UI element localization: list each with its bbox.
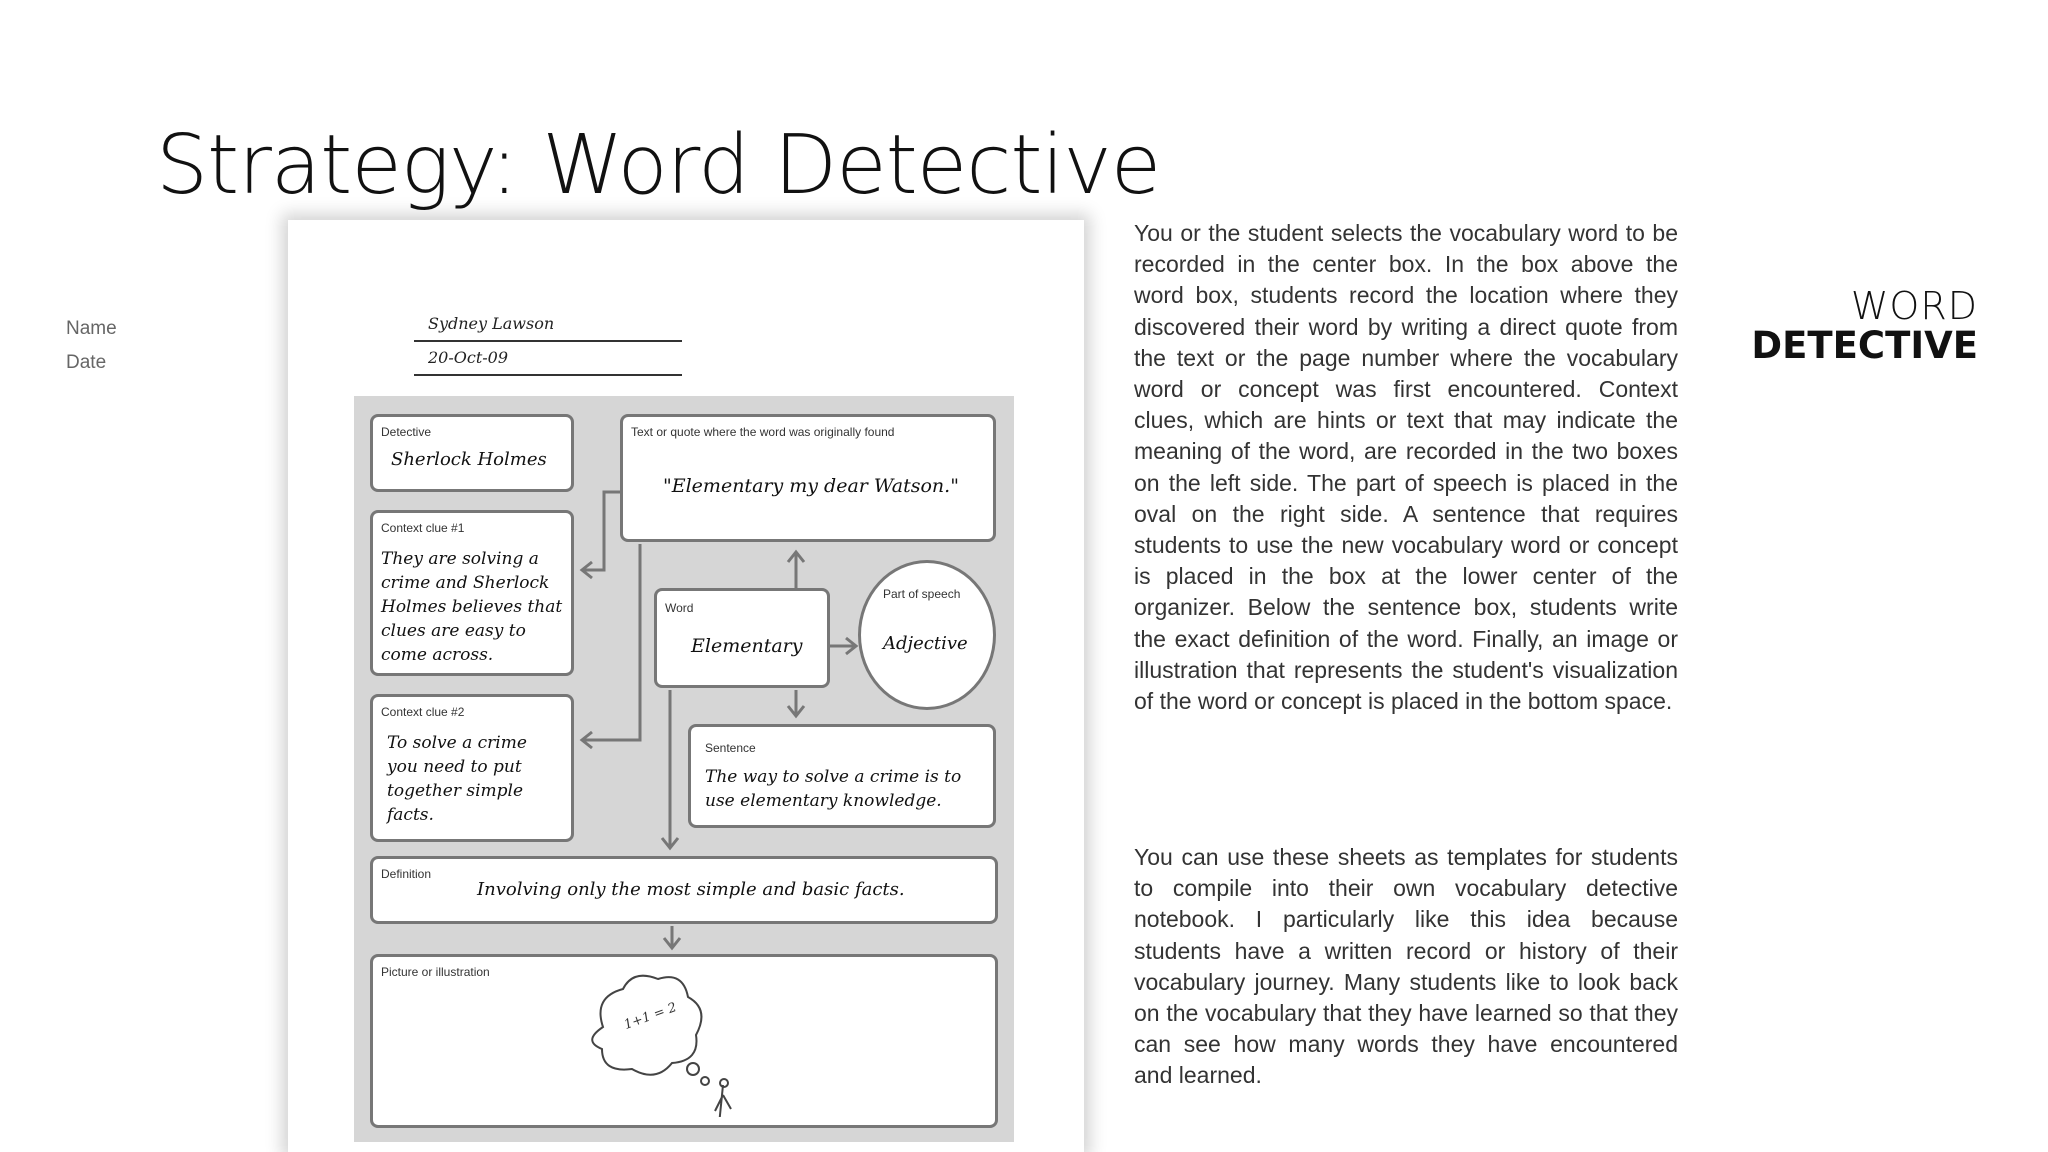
quote-value: "Elementary my dear Watson." [663, 475, 959, 497]
definition-box [370, 856, 998, 924]
date-label: Date [66, 352, 107, 373]
picture-label: Picture or illustration [381, 965, 490, 979]
sentence-value: The way to solve a crime is to use elementary knowledge. [705, 767, 962, 811]
context-clue-2-value: To solve a crime you need to put together simple facts. [387, 733, 527, 825]
detective-label: Detective [381, 425, 432, 439]
quote-label: Text or quote where the word was originally found [631, 425, 895, 439]
thought-bubble-text: 1+1 = 2 [622, 1000, 679, 1033]
date-value: 20-Oct-09 [414, 348, 682, 376]
part-of-speech-value: Adjective [883, 633, 968, 654]
part-of-speech-oval [858, 560, 996, 710]
definition-label: Definition [381, 867, 432, 881]
description-paragraph-2: You can use these sheets as templates for students to compile into their own vocabulary detective notebook. I particularly like this idea because students have a written record or history of their vocabulary journey. Many students like to look back on the vocabulary that they have learned so that they can see how many words they have encountered and learned. [1134, 844, 1678, 1089]
part-of-speech-label: Part of speech [883, 587, 961, 601]
context-clue-1-label: Context clue #1 [381, 521, 465, 535]
definition-value: Involving only the most simple and basic facts. [477, 879, 905, 900]
name-label: Name [66, 318, 117, 339]
context-clue-2-box [370, 694, 574, 842]
word-value: Elementary [691, 635, 803, 657]
word-label: Word [665, 601, 694, 615]
description-paragraph-1: You or the student selects the vocabulary word to be recorded in the center box. In the box above the word box, students record the location where they discovered their word by writing a direct quote from the text or the page number where the vocabulary word or concept was first encountered. Context clues, which are hints or text that may indicate the meaning of the word, are recorded in the two boxes on the left side. The part of speech is placed in the oval on the right side. A sentence that requires students to use the new vocabulary word or concept is placed in the box at the lower center of the organizer. Below the sentence box, students write the exact definition of the word. Finally, an image or illustration that represents the student's visualization of the word or concept is placed in the bottom space. [1134, 220, 1678, 715]
word-box [654, 588, 830, 688]
slide-title: Strategy: Word Detective [156, 118, 1161, 213]
sentence-label: Sentence [705, 741, 756, 755]
quote-box [620, 414, 996, 542]
detective-box [370, 414, 574, 492]
sentence-box [688, 724, 996, 828]
detective-value: Sherlock Holmes [391, 449, 547, 470]
name-value: Sydney Lawson [414, 314, 682, 342]
context-clue-1-box [370, 510, 574, 676]
context-clue-1-value: They are solving a crime and Sherlock Holmes believes that clues are easy to come across. [381, 549, 563, 665]
heading-detective: DETECTIVE [1751, 324, 1978, 367]
picture-box [370, 954, 998, 1128]
thought-bubble-illustration [573, 967, 753, 1117]
context-clue-2-label: Context clue #2 [381, 705, 465, 719]
heading-word: WORD [1850, 284, 1978, 328]
